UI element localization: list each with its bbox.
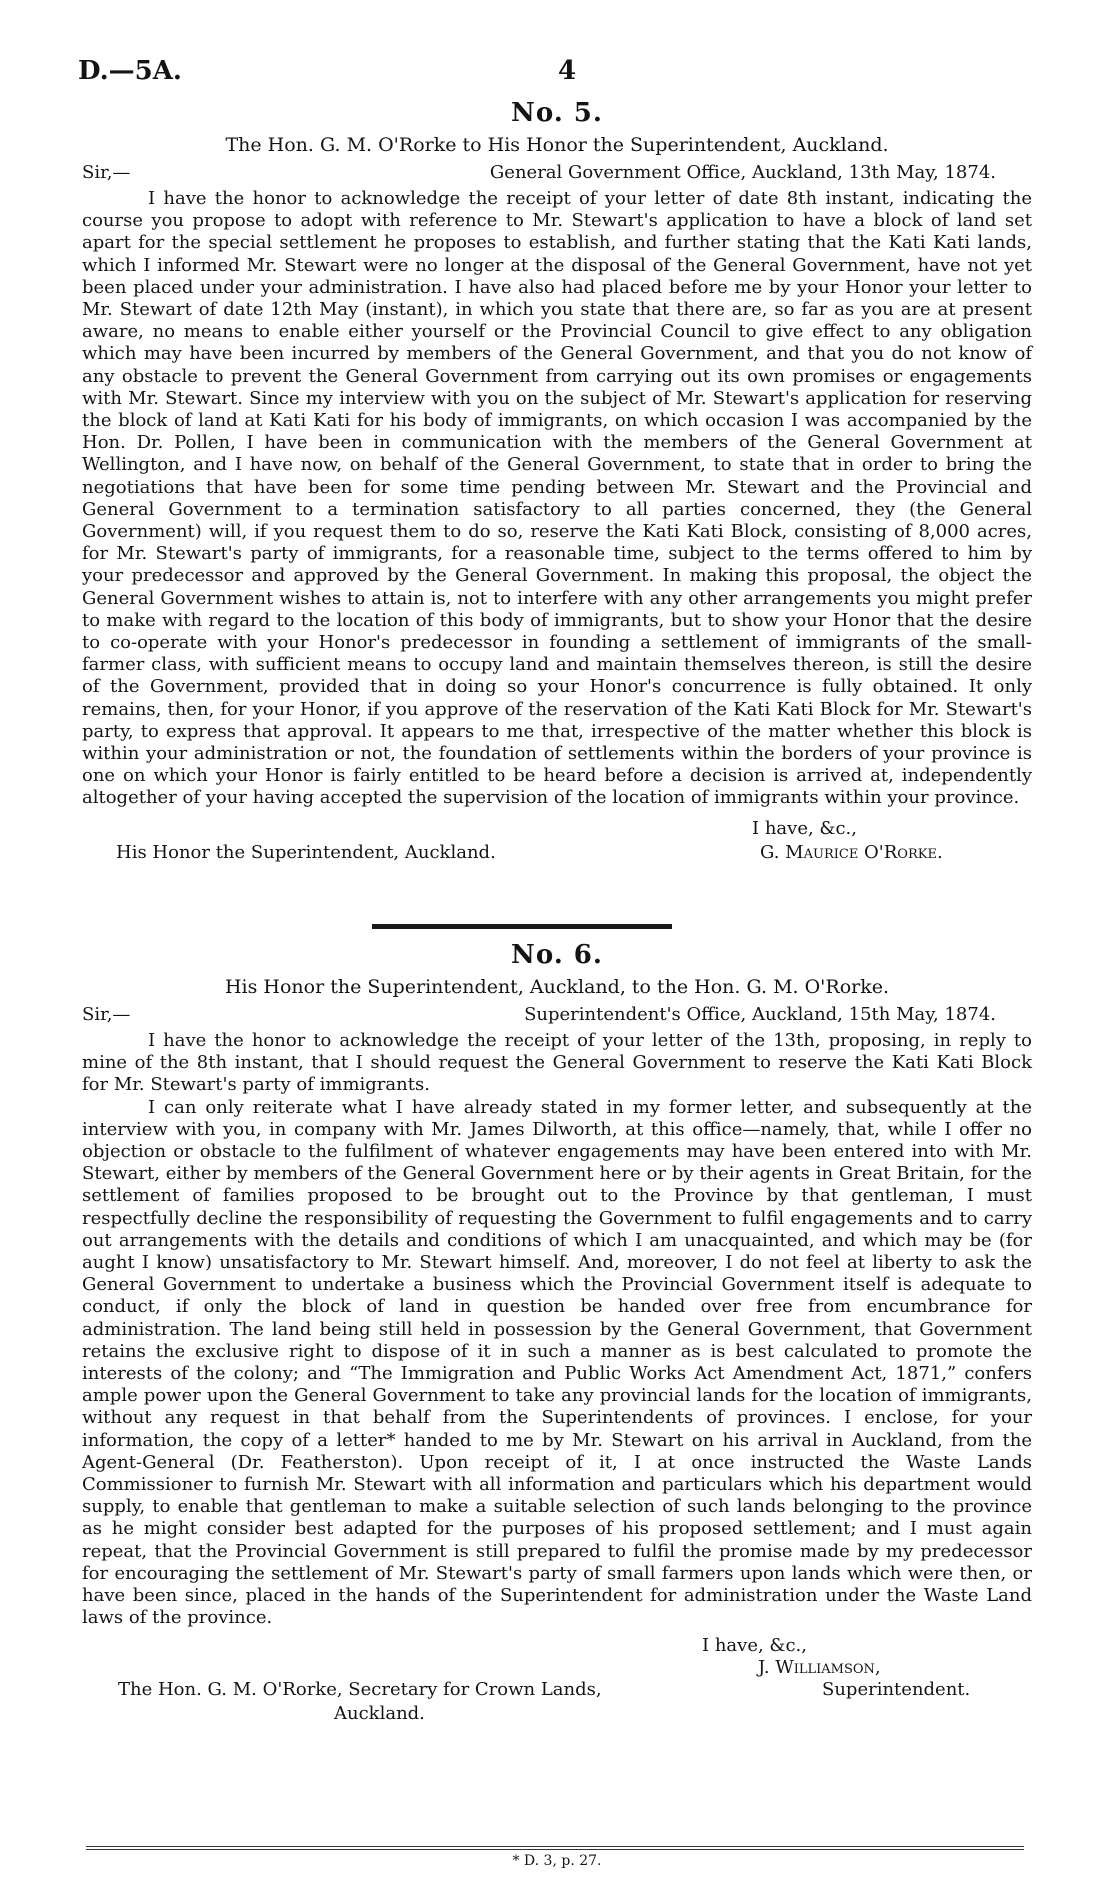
addressee-line-1: The Hon. G. M. O'Rorke, Secretary for Crown Lands, [118,1679,602,1701]
section-divider [372,924,672,929]
closing: I have, &c., [752,817,857,839]
dateline: Superintendent's Office, Auckland, 15th May, 1874. [524,1004,996,1025]
letter-no-5 [82,98,1032,868]
salutation-row [82,162,1032,188]
footnote-rule [86,1846,1024,1847]
letter-number: No. 6. [511,940,603,970]
salutation: Sir,— [82,162,131,183]
closing: I have, &c., [702,1635,807,1657]
dateline: General Government Office, Auckland, 13th May, 1874. [489,162,996,183]
letter-number: No. 5. [511,98,603,128]
footnote-rule-2 [86,1849,1024,1850]
document-reference: D.—5A. [78,56,182,86]
signature-title: Superintendent. [822,1679,971,1701]
paragraph: I have the honor to acknowledge the receipt of your letter of date 8th instant, indicating the course you propose to adopt with reference to Mr. Stewart's application to have a block of land set apart for the special settlement he proposes to establish, and further stating that the Kati Kati lands, which I informed Mr. Stewart were no longer at the disposal of the General Government, have not yet been placed under your administration. I have also had placed before me by your Honor your letter to Mr. Stewart of date 12th May (instant), in which you state that there are, so far as you are at present aware, no means to enable either yourself or the Provincial Council to give effect to any obligation which may have been incurred by members of the General Government, and that you do not know of any obstacle to prevent the General Government from carrying out its own promises or engagements with Mr. Stewart. Since my interview with you on the subject of Mr. Stewart's application for reserving the block of land at Kati Kati for his body of immigrants, on which occasion I was accompanied by the Hon. Dr. Pollen, I have been in communication with the members of the General Government at Wellington, and I have now, on behalf of the General Government, to state that in order to bring the negotiations that have been for some time pending between Mr. Stewart and the Provincial and General Government to a termination satisfactory to all parties concerned, they (the General Government) will, if you request them to do so, reserve the Kati Kati Block, consisting of 8,000 acres, for Mr. Stewart's party of immigrants, for a reasonable time, subject to the terms offered to him by your predecessor and approved by the General Government. In making this proposal, the object the General Government wishes to attain is, not to interfere with any other arrangements you might prefer to make with regard to the location of this body of immigrants, but to show your Honor that the desire to co-operate with your Honor's predecessor in founding a settlement of immigrants of the small-farmer class, with sufficient means to occupy land and maintain themselves thereon, is still the desire of the Government, provided that in doing so your Honor's concurrence is fully obtained. It only remains, then, for your Honor, if you approve of the reservation of the Kati Kati Block for Mr. Stewart's party, to express that approval. It appears to me that, irrespective of the matter whether this block is within your administration or not, the foundation of settlements within the borders of your province is one on which your Honor is fairly entitled to be heard before a decision is arrived at, independently altogether of your having accepted the supervision of the location of immigrants within your province. [82,188,1032,809]
footnote: * D. 3, p. 27. [512,1853,602,1869]
salutation: Sir,— [82,1004,131,1025]
letter-no-6 [82,940,1032,1729]
page-header [78,56,1038,96]
signature-name: J. Williamson, [758,1657,881,1679]
paragraph: I can only reiterate what I have already stated in my former letter, and subsequently at the interview with you, in company with Mr. James Dilworth, at this office—namely, that, while I offer no objection or obstacle to the fulfilment of whatever engagements may have been entered into with Mr. Stewart, either by members of the General Government here or by their agents in Great Britain, for the settlement of families proposed to be brought out to the Province by that gentleman, I must respectfully decline the responsibility of requesting the Government to fulfil engagements and to carry out arrangements with the details and conditions of which I am unacquainted, and which may be (for aught I know) unsatisfactory to Mr. Stewart himself. And, moreover, I do not feel at liberty to ask the General Government to undertake a business which the Provincial Government itself is adequate to conduct, if only the block of land in question be handed over free from encumbrance for administration. The land being still held in possession by the General Government, that Government retains the exclusive right to dispose of it in such a manner as is best calculated to promote the interests of the colony; and “The Immigration and Public Works Act Amendment Act, 1871,” confers ample power upon the General Government to take any provincial lands for the location of immigrants, without any request in that behalf from the Superintendents of provinces. I enclose, for your information, the copy of a letter* handed to me by Mr. Stewart on his arrival in Auckland, from the Agent-General (Dr. Featherston). Upon receipt of it, I at once instructed the Waste Lands Commissioner to furnish Mr. Stewart with all information and particulars which his department would supply, to enable that gentleman to make a suitable selection of such lands belonging to the province as he might consider best adapted for the purposes of his proposed settlement; and I must again repeat, that the Provincial Government is still prepared to fulfil the promise made by my predecessor for encouraging the settlement of Mr. Stewart's party of small farmers upon lands which were then, or have been since, placed in the hands of the Superintendent for administration under the Waste Land laws of the province. [82,1096,1032,1629]
paragraph: I have the honor to acknowledge the receipt of your letter of the 13th, proposing, in reply to mine of the 8th instant, that I should request the General Government to reserve the Kati Kati Block for Mr. Stewart's party of immigrants. [82,1030,1032,1096]
signature-block [82,810,1032,868]
addressee-line-2: Auckland. [334,1703,425,1725]
letter-body [82,188,1032,810]
signature: G. Maurice O'Rorke. [760,841,943,863]
signature-block [82,1629,1032,1729]
salutation-row [82,1004,1032,1030]
letter-title: The Hon. G. M. O'Rorke to His Honor the Superintendent, Auckland. [225,134,889,156]
page-number: 4 [558,56,577,86]
letter-body [82,1030,1032,1629]
addressee: His Honor the Superintendent, Auckland. [116,841,496,863]
letter-title: His Honor the Superintendent, Auckland, to the Hon. G. M. O'Rorke. [224,976,890,998]
